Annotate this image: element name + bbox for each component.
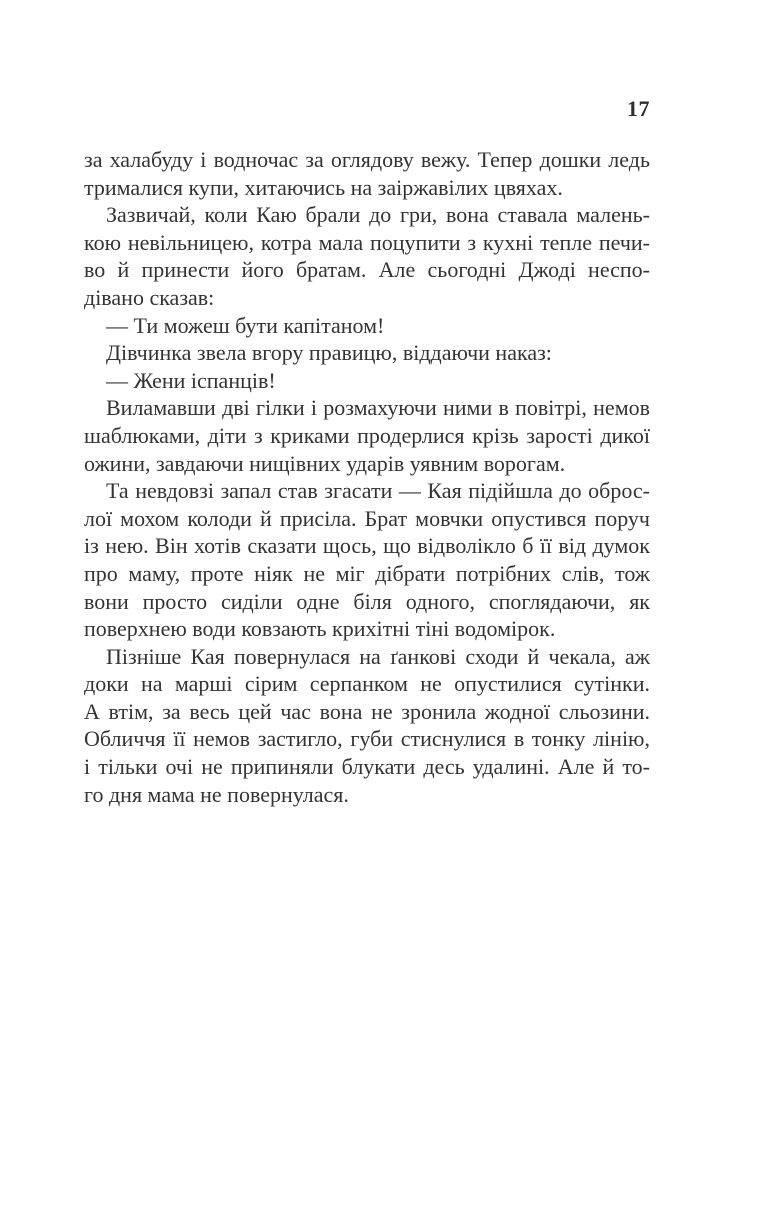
- text-line: поверхнею води ковзають крихітні тіні водомірок.: [84, 616, 556, 642]
- text-line: Виламавши дві гілки і розмахуючи ними в повітрі, немов: [106, 395, 650, 421]
- paragraph: [84, 312, 650, 340]
- text-line: лої мохом колоди й присіла. Брат мовчки опустився поруч: [84, 505, 650, 531]
- paragraph: [84, 394, 650, 477]
- text-line: про маму, проте ніяк не міг дібрати потрібних слів, тож: [84, 560, 650, 586]
- text-line: Пізніше Кая повернулася на ґанкові сходи й чекала, аж: [106, 643, 650, 669]
- paragraph: [84, 146, 650, 201]
- text-line: трималися купи, хитаючись на заіржавілих цвяхах.: [84, 174, 563, 200]
- text-line: Дівчинка звела вгору правицю, віддаючи наказ:: [106, 340, 552, 366]
- paragraph: [84, 201, 650, 311]
- text-line: Та невдовзі запал став згасати — Кая підійшла до оброс-: [106, 478, 650, 504]
- text-line: Обличчя її немов застигло, губи стиснулися в тонку лінію,: [84, 726, 650, 752]
- text-line: шаблюками, діти з криками продерлися крізь зарості дикої: [84, 422, 650, 448]
- text-line: вони просто сиділи одне біля одного, споглядаючи, як: [84, 588, 650, 614]
- text-line: дівано сказав:: [84, 284, 215, 310]
- text-line: кою невільницею, котра мала поцупити з кухні тепле печи-: [84, 229, 650, 255]
- paragraph: [84, 367, 650, 395]
- text-line: Зазвичай, коли Каю брали до гри, вона ставала малень-: [106, 202, 650, 228]
- text-line: і тільки очі не припиняли блукати десь удалині. Але й то-: [84, 754, 650, 780]
- paragraph: [84, 643, 650, 809]
- text-line: за халабуду і водночас за оглядову вежу. Тепер дошки ледь: [84, 147, 650, 172]
- paragraph: [84, 477, 650, 643]
- text-line: А втім, за весь цей час вона не зронила жодної сльозини.: [84, 698, 650, 724]
- text-line: — Ти можеш бути капітаном!: [106, 312, 385, 338]
- text-line: во й принести його братам. Але сьогодні Джоді неспо-: [84, 257, 650, 283]
- text-line: ожини, завдаючи нищівних ударів уявним ворогам.: [84, 450, 566, 476]
- text-line: го дня мама не повернулася.: [84, 781, 349, 807]
- body-text: [84, 146, 650, 808]
- paragraph: [84, 339, 650, 367]
- text-line: — Жени іспанців!: [106, 367, 276, 393]
- text-line: із нею. Він хотів сказати щось, що відволікло б її від думок: [84, 533, 650, 559]
- page-number: 17: [627, 96, 650, 121]
- text-line: доки на марші сірим серпанком не опустилися сутінки.: [84, 671, 650, 697]
